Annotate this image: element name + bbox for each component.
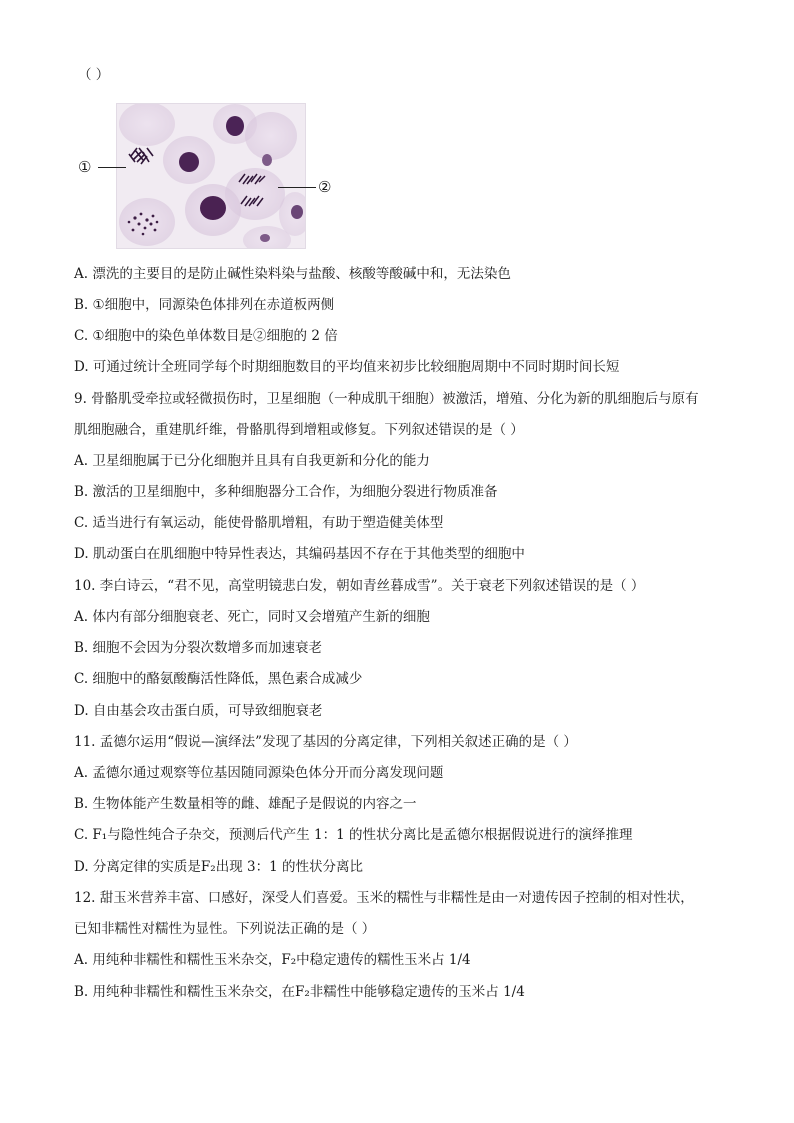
- cell-micrograph: [116, 103, 306, 249]
- question8-option-d: D. 可通过统计全班同学每个时期细胞数目的平均值来初步比较细胞周期中不同时期时间长短: [74, 359, 620, 375]
- question10-stem: 10. 李白诗云，“君不见，高堂明镜悲白发，朝如青丝暮成雪”。关于衰老下列叙述错误的是（ ）: [74, 578, 645, 594]
- question11-option-c: C. F₁与隐性纯合子杂交，预测后代产生 1：1 的性状分离比是孟德尔根据假说进行的演绎推理: [74, 827, 633, 843]
- question8-answer-blank: （ ）: [78, 67, 110, 83]
- question9-stem-line1: 9. 骨骼肌受牵拉或轻微损伤时，卫星细胞（一种成肌干细胞）被激活，增殖、分化为新的肌细胞后与原有: [74, 391, 699, 407]
- question11-stem: 11. 孟德尔运用“假说—演绎法”发现了基因的分离定律，下列相关叙述正确的是（ ）: [74, 734, 577, 750]
- figure-label-1: ①: [78, 158, 92, 176]
- question8-option-a: A. 漂洗的主要目的是防止碱性染料染与盐酸、核酸等酸碱中和，无法染色: [74, 266, 511, 282]
- question9-option-b: B. 激活的卫星细胞中，多种细胞器分工合作，为细胞分裂进行物质准备: [74, 484, 498, 500]
- question8-option-c: C. ①细胞中的染色单体数目是②细胞的 2 倍: [74, 328, 338, 344]
- question11-option-a: A. 孟德尔通过观察等位基因随同源染色体分开而分离发现问题: [74, 765, 444, 781]
- question12-stem-line2: 已知非糯性对糯性为显性。下列说法正确的是（ ）: [74, 921, 376, 937]
- question10-option-c: C. 细胞中的酪氨酸酶活性降低，黑色素合成减少: [74, 671, 363, 687]
- question10-option-d: D. 自由基会攻击蛋白质，可导致细胞衰老: [74, 703, 323, 719]
- figure-label-2: ②: [318, 178, 332, 196]
- question9-option-a: A. 卫星细胞属于已分化细胞并且具有自我更新和分化的能力: [74, 453, 430, 469]
- cell-micrograph-image: [117, 104, 305, 248]
- question11-option-d: D. 分离定律的实质是F₂出现 3：1 的性状分离比: [74, 859, 363, 875]
- question9-stem-line2: 肌细胞融合，重建肌纤维，骨骼肌得到增粗或修复。下列叙述错误的是（ ）: [74, 422, 524, 438]
- label-1-leader-line: [98, 167, 126, 168]
- question9-option-d: D. 肌动蛋白在肌细胞中特异性表达，其编码基因不存在于其他类型的细胞中: [74, 546, 525, 562]
- question10-option-a: A. 体内有部分细胞衰老、死亡，同时又会增殖产生新的细胞: [74, 609, 430, 625]
- question11-option-b: B. 生物体能产生数量相等的雌、雄配子是假说的内容之一: [74, 796, 417, 812]
- question12-option-b: B. 用纯种非糯性和糯性玉米杂交，在F₂非糯性中能够稳定遗传的玉米占 1/4: [74, 984, 525, 1000]
- label-2-leader-line: [278, 187, 316, 188]
- question10-option-b: B. 细胞不会因为分裂次数增多而加速衰老: [74, 640, 323, 656]
- question9-option-c: C. 适当进行有氧运动，能使骨骼肌增粗，有助于塑造健美体型: [74, 515, 444, 531]
- question12-option-a: A. 用纯种非糯性和糯性玉米杂交，F₂中稳定遗传的糯性玉米占 1/4: [74, 952, 471, 968]
- question8-option-b: B. ①细胞中，同源染色体排列在赤道板两侧: [74, 297, 335, 313]
- question12-stem-line1: 12. 甜玉米营养丰富、口感好，深受人们喜爱。玉米的糯性与非糯性是由一对遗传因子控制的相对性状，: [74, 890, 694, 906]
